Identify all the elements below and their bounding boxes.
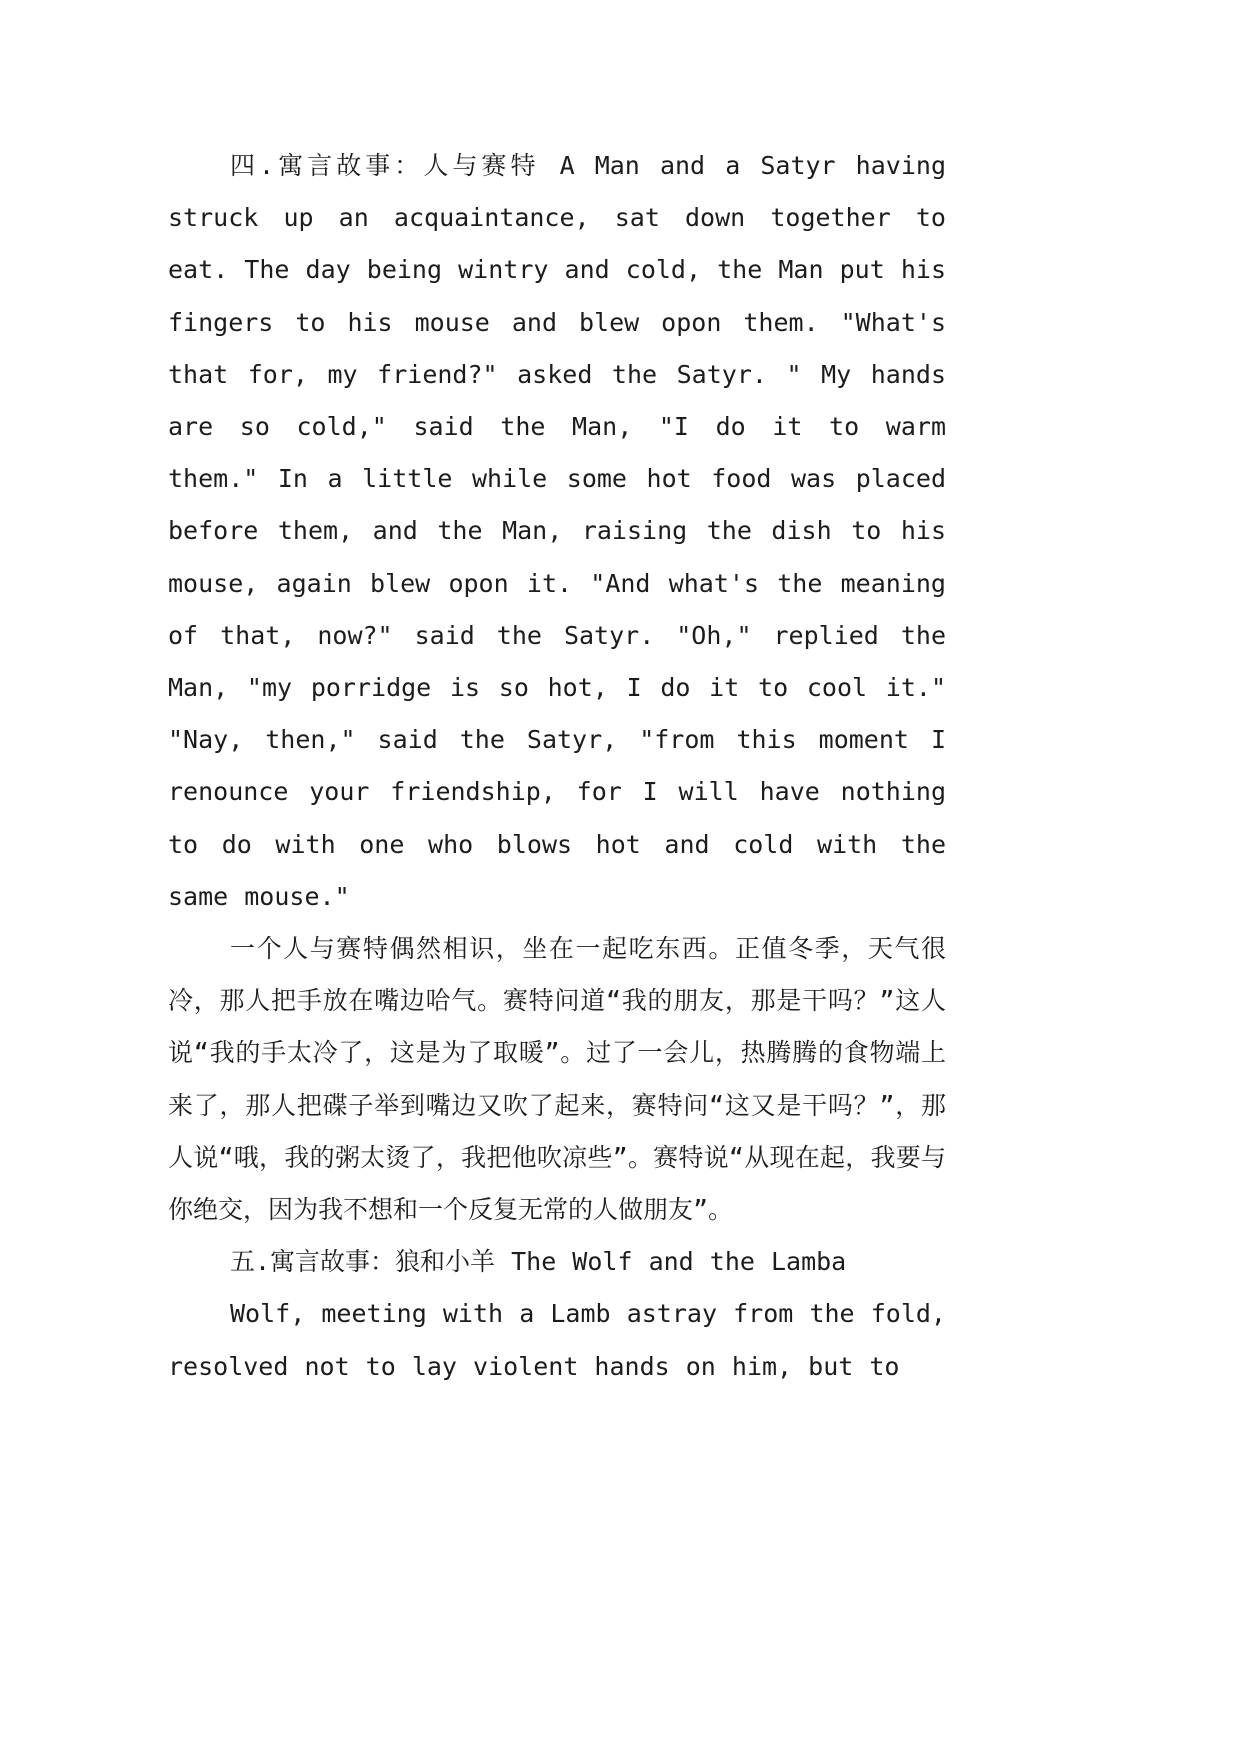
document-body [168, 140, 946, 1393]
story-4-english-paragraph: 四.寓言故事：人与赛特 A Man and a Satyr having struck up an acquaintance, sat down together to eat. The day being wintry and cold, the Man put his fingers to his mouse and blew opon them. "What's that for, my friend?" asked the Satyr. " My hands are so cold," said the Man, "I do it to warm them." In a little while some hot food was placed before them, and the Man, raising the dish to his mouse, again blew opon it. "And what's the meaning of that, now?" said the Satyr. "Oh," replied the Man, "my porridge is so hot, I do it to cool it." "Nay, then," said the Satyr, "from this moment I renounce your friendship, for I will have nothing to do with one who blows hot and cold with the same mouse." [168, 151, 946, 911]
story-5-heading: 五.寓言故事：狼和小羊 The Wolf and the Lamba [230, 1247, 847, 1277]
story-5-english-paragraph: Wolf, meeting with a Lamb astray from the fold, resolved not to lay violent hands on him, but to [168, 1299, 946, 1381]
story-4-chinese-translation: 一个人与赛特偶然相识，坐在一起吃东西。正值冬季，天气很冷，那人把手放在嘴边哈气。赛特问道“我的朋友，那是干吗？”这人说“我的手太冷了，这是为了取暖”。过了一会儿，热腾腾的食物端上来了，那人把碟子举到嘴边又吹了起来，赛特问“这又是干吗？”，那人说“哦，我的粥太烫了，我把他吹凉些”。赛特说“从现在起，我要与你绝交，因为我不想和一个反复无常的人做朋友”。 [168, 934, 946, 1225]
